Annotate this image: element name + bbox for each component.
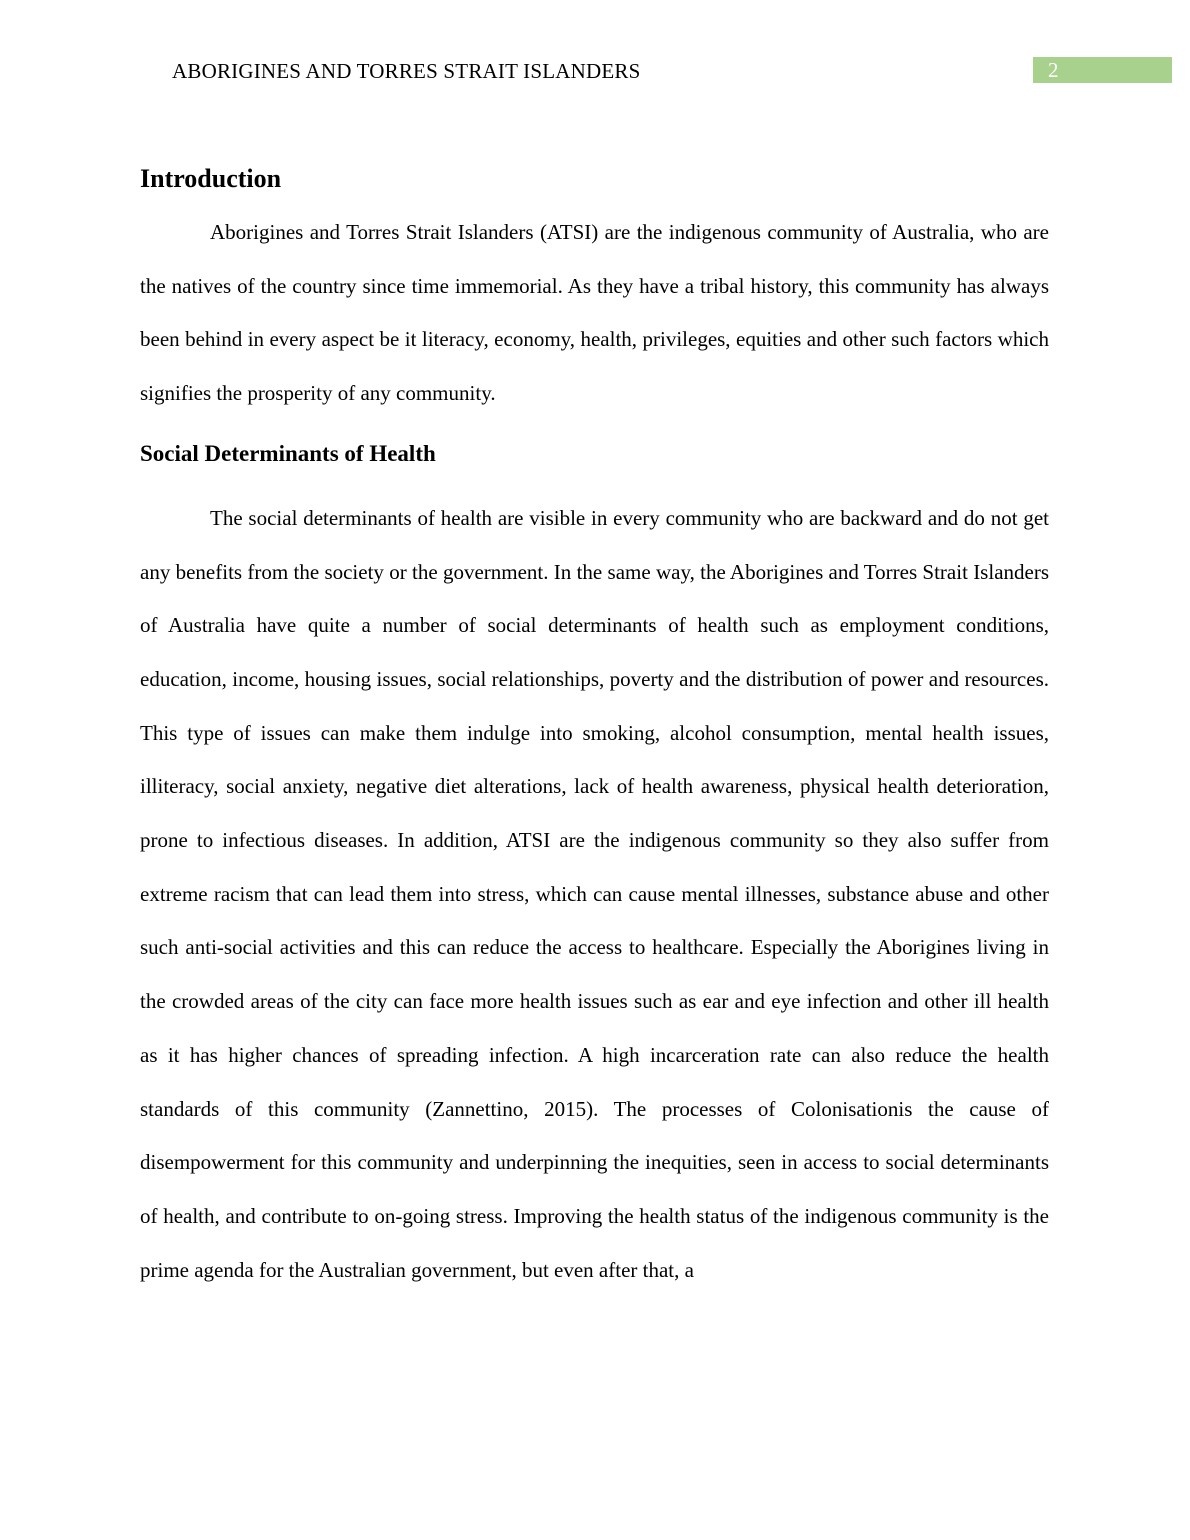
running-head: ABORIGINES AND TORRES STRAIT ISLANDERS <box>172 59 641 83</box>
introduction-paragraph: Aborigines and Torres Strait Islanders (ATSI) are the indigenous community of Australia, who are the natives of the country since time immemorial. As they have a tribal history, this community has always been behind in every aspect be it literacy, economy, health, privileges, equities and other such factors which signifies the prosperity of any community. <box>140 220 1049 406</box>
social-determinants-heading: Social Determinants of Health <box>140 440 436 466</box>
page-number-box <box>1033 57 1172 83</box>
document-body <box>140 160 1049 1297</box>
introduction-heading: Introduction <box>140 164 282 193</box>
social-determinants-paragraph: The social determinants of health are visible in every community who are backward and do not get any benefits from the society or the government. In the same way, the Aborigines and Torres Strait Islanders of Australia have quite a number of social determinants of health such as employment conditions, education, income, housing issues, social relationships, poverty and the distribution of power and resources. This type of issues can make them indulge into smoking, alcohol consumption, mental health issues, illiteracy, social anxiety, negative diet alterations, lack of health awareness, physical health deterioration, prone to infectious diseases. In addition, ATSI are the indigenous community so they also suffer from extreme racism that can lead them into stress, which can cause mental illnesses, substance abuse and other such anti-social activities and this can reduce the access to healthcare. Especially the Aborigines living in the crowded areas of the city can face more health issues such as ear and eye infection and other ill health as it has higher chances of spreading infection. A high incarceration rate can also reduce the health standards of this community (Zannettino, 2015). The processes of Colonisationis the cause of disempowerment for this community and underpinning the inequities, seen in access to social determinants of health, and contribute to on-going stress. Improving the health status of the indigenous community is the prime agenda for the Australian government, but even after that, a <box>140 505 1049 1282</box>
page-number: 2 <box>1048 58 1059 82</box>
